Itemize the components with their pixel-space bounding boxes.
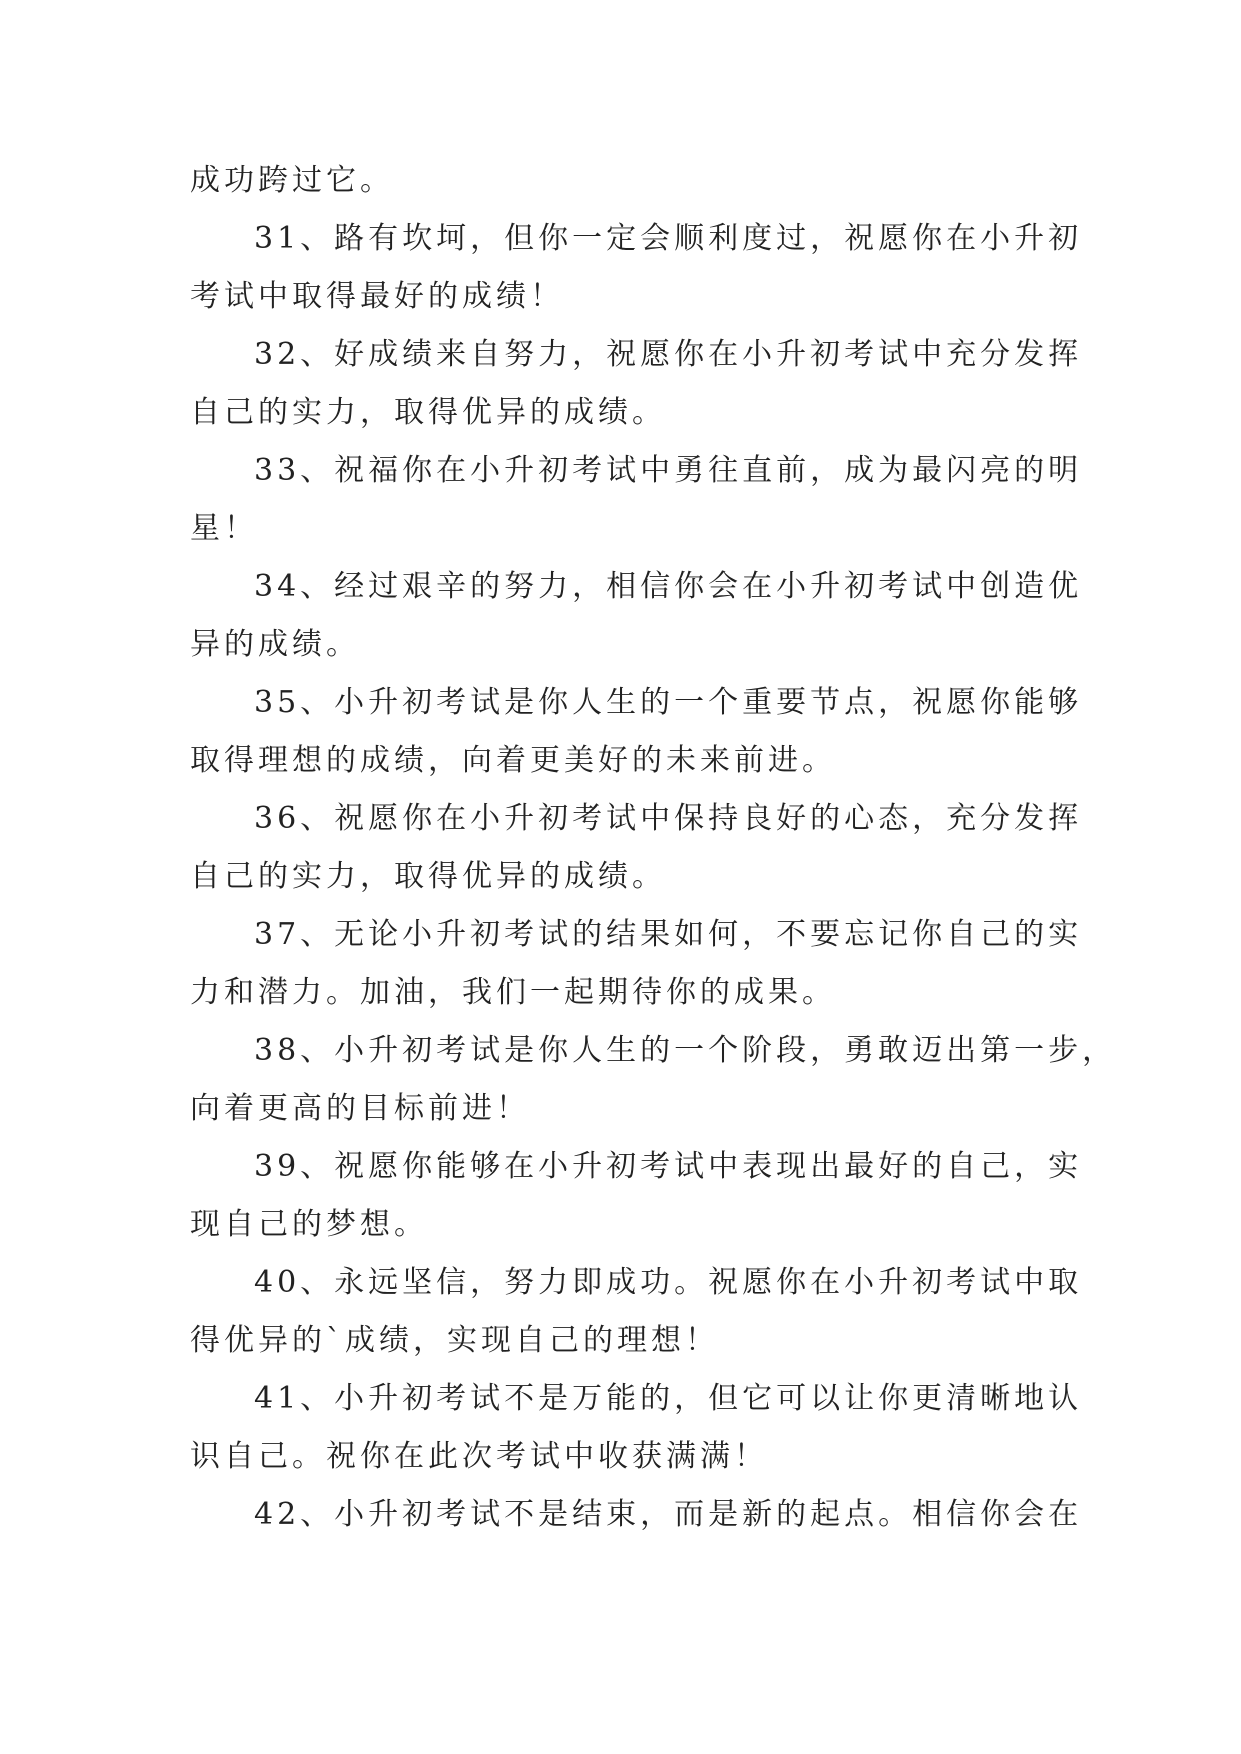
paragraph-35-line-1: 35、小升初考试是你人生的一个重要节点，祝愿你能够 <box>254 685 1083 720</box>
paragraph-40-line-2: 得优异的`成绩，实现自己的理想！ <box>190 1323 719 1358</box>
paragraph-31-line-1: 31、路有坎坷，但你一定会顺利度过，祝愿你在小升初 <box>254 221 1083 256</box>
paragraph-36-line-2: 自己的实力，取得优异的成绩。 <box>190 859 666 894</box>
paragraph-39-line-1: 39、祝愿你能够在小升初考试中表现出最好的自己，实 <box>254 1149 1083 1184</box>
paragraph-37-line-1: 37、无论小升初考试的结果如何，不要忘记你自己的实 <box>254 917 1083 952</box>
paragraph-39-line-2: 现自己的梦想。 <box>190 1207 428 1242</box>
paragraph-32-line-2: 自己的实力，取得优异的成绩。 <box>190 395 666 430</box>
paragraph-33-line-1: 33、祝福你在小升初考试中勇往直前，成为最闪亮的明 <box>254 453 1083 488</box>
paragraph-38-line-1: 38、小升初考试是你人生的一个阶段，勇敢迈出第一步， <box>254 1033 1117 1068</box>
paragraph-38-line-2: 向着更高的目标前进！ <box>190 1091 530 1126</box>
paragraph-41-line-2: 识自己。祝你在此次考试中收获满满！ <box>190 1439 768 1474</box>
document-body <box>190 152 1117 1544</box>
paragraph-34-line-1: 34、经过艰辛的努力，相信你会在小升初考试中创造优 <box>254 569 1083 604</box>
paragraph-34-line-2: 异的成绩。 <box>190 627 360 662</box>
paragraph-40-line-1: 40、永远坚信，努力即成功。祝愿你在小升初考试中取 <box>254 1265 1083 1300</box>
paragraph-32-line-1: 32、好成绩来自努力，祝愿你在小升初考试中充分发挥 <box>254 337 1083 372</box>
paragraph-31-line-2: 考试中取得最好的成绩！ <box>190 279 564 314</box>
paragraph-33-line-2: 星！ <box>190 511 258 546</box>
text-line: 成功跨过它。 <box>190 163 394 198</box>
paragraph-36-line-1: 36、祝愿你在小升初考试中保持良好的心态，充分发挥 <box>254 801 1083 836</box>
paragraph-42-line-1: 42、小升初考试不是结束，而是新的起点。相信你会在 <box>254 1497 1083 1532</box>
paragraph-37-line-2: 力和潜力。加油，我们一起期待你的成果。 <box>190 975 836 1010</box>
paragraph-35-line-2: 取得理想的成绩，向着更美好的未来前进。 <box>190 743 836 778</box>
paragraph-41-line-1: 41、小升初考试不是万能的，但它可以让你更清晰地认 <box>254 1381 1083 1416</box>
